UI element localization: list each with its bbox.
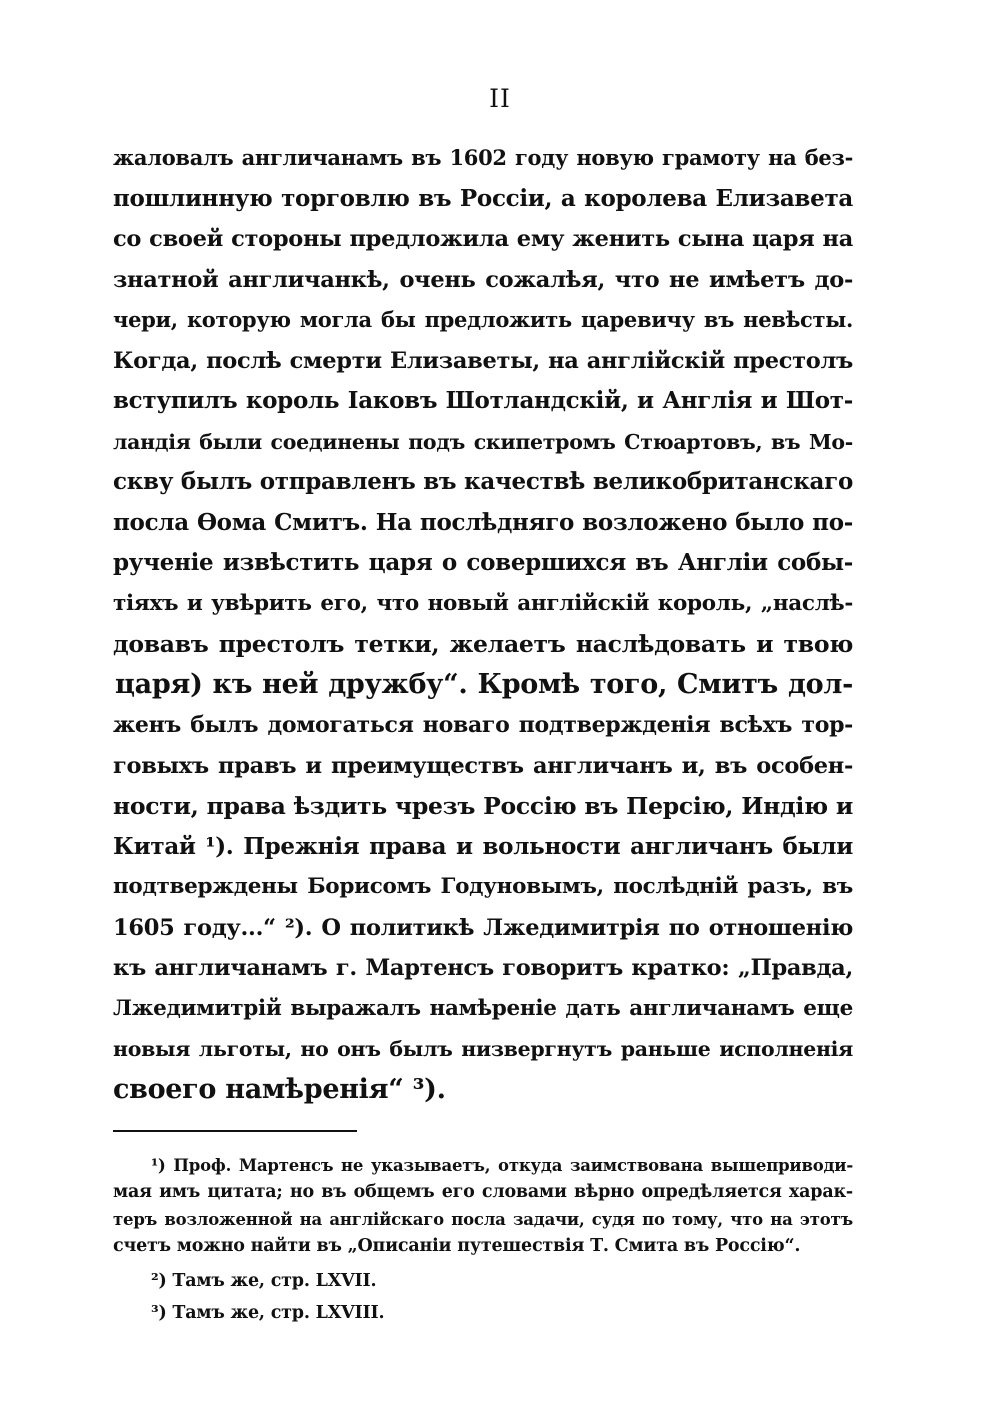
page-number: II (489, 84, 511, 113)
main-text (113, 138, 853, 1110)
footnote-divider (113, 1130, 357, 1132)
footnote-3: ³) Тамъ же, стр. LXVIII. (151, 1303, 385, 1323)
text-line: пошлинную торговлю въ Россіи, а королева Елизавета (113, 184, 853, 212)
text-line: тіяхъ и увѣрить его, что новый англійскій король, „наслѣ- (113, 590, 853, 616)
text-line: новыя льготы, но онъ былъ низвергнутъ раньше исполненія (113, 1037, 853, 1061)
text-line: посла Ѳома Смитъ. На послѣдняго возложено было по- (113, 508, 853, 536)
text-line: Когда, послѣ смерти Елизаветы, на англійскій престолъ (113, 347, 853, 374)
text-line: царя) къ ней дружбу“. Кромѣ того, Смитъ дол- (115, 668, 853, 700)
text-line: скву былъ отправленъ въ качествѣ великобританскаго (113, 468, 853, 495)
text-line: ности, права ѣздить чрезъ Россію въ Персію, Индію и (113, 792, 853, 820)
text-line: со своей стороны предложила ему женить сына царя на (113, 226, 853, 252)
text-line: говыхъ правъ и преимуществъ англичанъ и, въ особен- (113, 752, 853, 779)
footnote-1-line: мая имъ цитата; но въ общемъ его словами вѣрно опредѣляется харак- (113, 1182, 853, 1202)
text-line: Лжедимитрій выражалъ намѣреніе дать англичанамъ еще (113, 995, 853, 1021)
text-line: подтверждены Борисомъ Годуновымъ, послѣдній разъ, въ (113, 874, 853, 899)
text-line: Китай ¹). Прежнія права и вольности англичанъ были (113, 832, 853, 860)
footnote-1-line: ¹) Проф. Мартенсъ не указываетъ, откуда заимствована вышеприводи- (151, 1156, 853, 1175)
text-line: чери, которую могла бы предложить царевичу въ невѣсты. (113, 307, 853, 332)
text-line: жаловалъ англичанамъ въ 1602 году новую грамоту на без- (113, 145, 853, 170)
text-line: 1605 году...“ ²). О политикѣ Лжедимитрія по отношенію (113, 914, 853, 941)
text-line: своего намѣренія“ ³). (113, 1073, 446, 1105)
text-line: женъ былъ домогаться новаго подтвержденія всѣхъ тор- (113, 712, 853, 738)
text-line: довавъ престолъ тетки, желаетъ наслѣдовать и твою (113, 630, 853, 658)
text-line: знатной англичанкѣ, очень сожалѣя, что не имѣетъ до- (113, 266, 853, 293)
text-line: къ англичанамъ г. Мартенсъ говоритъ кратко: „Правда, (113, 955, 853, 981)
footnote-2: ²) Тамъ же, стр. LXVII. (151, 1271, 377, 1291)
footnote-1-line: теръ возложенной на англійскаго посла задачи, судя по тому, что на этотъ (113, 1210, 853, 1229)
text-line: вступилъ король Іаковъ Шотландскій, и Англія и Шот- (113, 387, 853, 414)
text-line: ландія были соединены подъ скипетромъ Стюартовъ, въ Мо- (113, 429, 853, 454)
footnotes (113, 1152, 853, 1329)
footnote-1-line: счетъ можно найти въ „Описаніи путешествія Т. Смита въ Россію“. (113, 1236, 801, 1256)
text-line: рученіе извѣстить царя о совершихся въ Англіи собы- (113, 549, 853, 576)
